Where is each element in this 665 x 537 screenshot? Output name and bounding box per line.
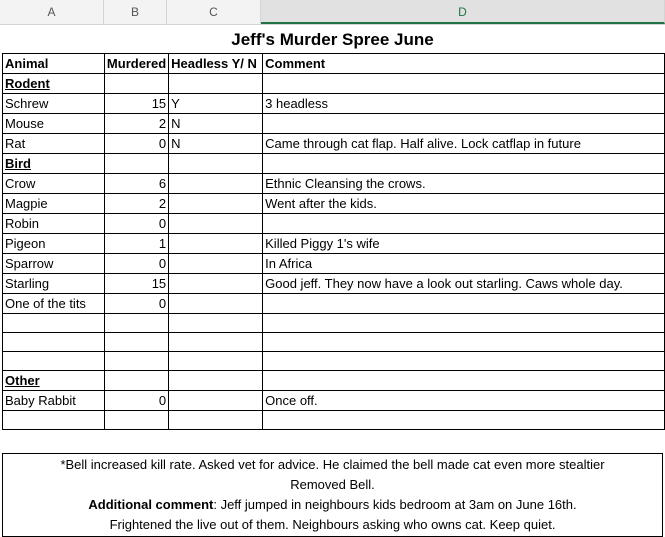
table-row xyxy=(3,314,665,333)
cell-murdered[interactable] xyxy=(104,154,168,174)
cell-comment[interactable]: Ethnic Cleansing the crows. xyxy=(263,174,665,194)
additional-comment-label: Additional comment xyxy=(88,497,214,512)
cell-headless[interactable] xyxy=(169,234,263,254)
cell-headless[interactable]: Y xyxy=(169,94,263,114)
cell-murdered[interactable] xyxy=(104,411,168,430)
cell-comment[interactable] xyxy=(263,154,665,174)
data-table xyxy=(2,53,665,430)
table-row xyxy=(3,254,665,274)
cell-headless[interactable] xyxy=(169,411,263,430)
additional-comment-line2: Frightened the live out of them. Neighbours asking who owns cat. Keep quiet. xyxy=(109,517,556,532)
cell-animal[interactable]: One of the tits xyxy=(3,294,105,314)
table-row xyxy=(3,352,665,371)
cell-headless[interactable] xyxy=(169,214,263,234)
cell-comment[interactable]: Once off. xyxy=(263,391,665,411)
cell-comment[interactable] xyxy=(263,314,665,333)
cell-comment[interactable] xyxy=(263,333,665,352)
cell-animal[interactable]: Rodent xyxy=(3,74,105,94)
section-row xyxy=(3,74,665,94)
column-header-b[interactable]: B xyxy=(104,0,167,24)
header-row xyxy=(3,54,665,74)
table-row xyxy=(3,134,665,154)
table-row xyxy=(3,194,665,214)
table-row xyxy=(3,174,665,194)
column-header-bar xyxy=(0,0,665,25)
notes-box[interactable] xyxy=(2,453,663,537)
cell-animal[interactable]: Other xyxy=(3,371,105,391)
cell-murdered[interactable]: 6 xyxy=(104,174,168,194)
cell-headless[interactable]: N xyxy=(169,134,263,154)
cell-animal[interactable]: Rat xyxy=(3,134,105,154)
table-row xyxy=(3,294,665,314)
additional-comment-text: : Jeff jumped in neighbours kids bedroom at 3am on June 16th. xyxy=(213,497,577,512)
header-comment[interactable]: Comment xyxy=(263,54,665,74)
cell-murdered[interactable]: 15 xyxy=(104,274,168,294)
cell-headless[interactable] xyxy=(169,314,263,333)
cell-murdered[interactable] xyxy=(104,333,168,352)
additional-comment-line xyxy=(11,495,654,515)
cell-comment[interactable]: Killed Piggy 1's wife xyxy=(263,234,665,254)
cell-murdered[interactable]: 2 xyxy=(104,194,168,214)
cell-comment[interactable] xyxy=(263,352,665,371)
cell-comment[interactable]: Came through cat flap. Half alive. Lock catflap in future xyxy=(263,134,665,154)
header-murdered[interactable]: Murdered xyxy=(104,54,168,74)
cell-headless[interactable] xyxy=(169,254,263,274)
cell-murdered[interactable] xyxy=(104,352,168,371)
bell-note-line1: *Bell increased kill rate. Asked vet for advice. He claimed the bell made cat even more stealtier xyxy=(60,457,605,472)
table-row xyxy=(3,391,665,411)
cell-headless[interactable] xyxy=(169,294,263,314)
cell-animal[interactable]: Starling xyxy=(3,274,105,294)
cell-comment[interactable] xyxy=(263,371,665,391)
table-row xyxy=(3,234,665,254)
cell-murdered[interactable]: 0 xyxy=(104,391,168,411)
cell-comment[interactable] xyxy=(263,114,665,134)
cell-murdered[interactable] xyxy=(104,371,168,391)
cell-animal[interactable]: Robin xyxy=(3,214,105,234)
cell-murdered[interactable]: 0 xyxy=(104,294,168,314)
column-header-c[interactable]: C xyxy=(167,0,261,24)
cell-murdered[interactable]: 0 xyxy=(104,254,168,274)
table-row xyxy=(3,411,665,430)
cell-headless[interactable] xyxy=(169,391,263,411)
cell-murdered[interactable]: 0 xyxy=(104,134,168,154)
cell-headless[interactable] xyxy=(169,333,263,352)
cell-headless[interactable] xyxy=(169,274,263,294)
cell-headless[interactable] xyxy=(169,74,263,94)
cell-animal[interactable]: Crow xyxy=(3,174,105,194)
table-row xyxy=(3,114,665,134)
header-animal[interactable]: Animal xyxy=(3,54,105,74)
cell-headless[interactable] xyxy=(169,194,263,214)
cell-animal[interactable]: Pigeon xyxy=(3,234,105,254)
cell-animal[interactable] xyxy=(3,352,105,371)
header-headless[interactable]: Headless Y/ N xyxy=(169,54,263,74)
cell-headless[interactable] xyxy=(169,352,263,371)
table-row xyxy=(3,214,665,234)
section-row xyxy=(3,154,665,174)
cell-comment[interactable] xyxy=(263,214,665,234)
table-row xyxy=(3,94,665,114)
cell-animal[interactable]: Sparrow xyxy=(3,254,105,274)
cell-animal[interactable] xyxy=(3,411,105,430)
cell-murdered[interactable]: 0 xyxy=(104,214,168,234)
cell-headless[interactable] xyxy=(169,174,263,194)
bell-note-line2: Removed Bell. xyxy=(290,477,375,492)
section-row xyxy=(3,371,665,391)
cell-animal[interactable]: Mouse xyxy=(3,114,105,134)
column-header-a[interactable]: A xyxy=(0,0,104,24)
cell-headless[interactable] xyxy=(169,371,263,391)
cell-murdered[interactable] xyxy=(104,74,168,94)
table-row xyxy=(3,274,665,294)
cell-murdered[interactable]: 15 xyxy=(104,94,168,114)
cell-comment[interactable]: 3 headless xyxy=(263,94,665,114)
cell-comment[interactable]: Went after the kids. xyxy=(263,194,665,214)
cell-animal[interactable]: Baby Rabbit xyxy=(3,391,105,411)
cell-headless[interactable]: N xyxy=(169,114,263,134)
cell-murdered[interactable]: 1 xyxy=(104,234,168,254)
cell-comment[interactable] xyxy=(263,411,665,430)
cell-murdered[interactable] xyxy=(104,314,168,333)
cell-comment[interactable] xyxy=(263,74,665,94)
cell-comment[interactable] xyxy=(263,294,665,314)
cell-animal[interactable] xyxy=(3,314,105,333)
cell-comment[interactable]: In Africa xyxy=(263,254,665,274)
table-row xyxy=(3,333,665,352)
cell-animal[interactable]: Magpie xyxy=(3,194,105,214)
cell-comment[interactable]: Good jeff. They now have a look out starling. Caws whole day. xyxy=(263,274,665,294)
cell-animal[interactable]: Bird xyxy=(3,154,105,174)
cell-headless[interactable] xyxy=(169,154,263,174)
cell-animal[interactable] xyxy=(3,333,105,352)
column-header-d[interactable]: D xyxy=(261,0,665,24)
sheet-title[interactable]: Jeff's Murder Spree June xyxy=(231,30,434,49)
cell-murdered[interactable]: 2 xyxy=(104,114,168,134)
cell-animal[interactable]: Schrew xyxy=(3,94,105,114)
